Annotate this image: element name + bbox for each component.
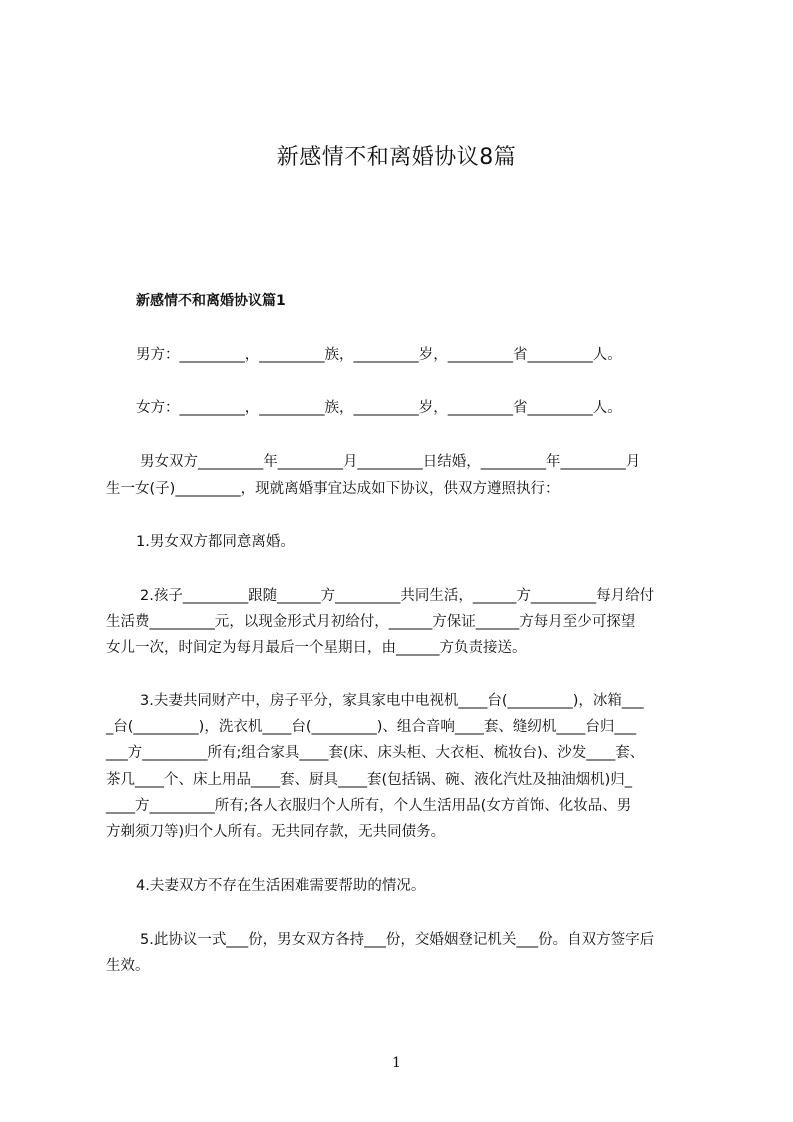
- clause-1: 1.男女双方都同意离婚。: [136, 534, 295, 550]
- marriage-paragraph-line: 男女双方_________年_________月_________日结婚，_________年_________月: [140, 454, 641, 470]
- clause-3-line: 3.夫妻共同财产中，房子平分，家具家电中电视机____台(_________)，冰箱___: [140, 693, 644, 709]
- clause-3-line: ____方_________所有;各人衣服归个人所有，个人生活用品(女方首饰、化妆品、男: [106, 798, 632, 814]
- clause-2-line: 女儿一次，时间定为每月最后一个星期日，由______方负责接送。: [106, 640, 527, 656]
- section-heading: 新感情不和离婚协议篇1: [136, 293, 286, 309]
- female-party-line: 女方：_________，_________族，_________岁，_________省_________人。: [136, 400, 622, 416]
- clause-2-line: 生活费_________元，以现金形式月初给付，______方保证______方每月至少可探望: [106, 614, 636, 630]
- clause-5-line: 生效。: [106, 958, 150, 974]
- clause-3-line: ___方_________所有;组合家具____套(床、床头柜、大衣柜、梳妆台)、沙发____套、: [106, 745, 645, 761]
- page-number: 1: [392, 1055, 401, 1071]
- document-title: 新感情不和离婚协议8篇: [276, 145, 517, 170]
- clause-3-line: 茶几____个、床上用品____套、厨具____套(包括锅、碗、液化汽灶及抽油烟机)归_: [106, 772, 633, 788]
- male-party-line: 男方：_________，_________族，_________岁，_________省_________人。: [136, 347, 622, 363]
- clause-3-line: _台(_________)，洗衣机____台(_________)、组合音响____套、缝纫机____台归___: [106, 719, 637, 735]
- clause-3-line: 方剃须刀等)归个人所有。无共同存款，无共同债务。: [106, 824, 446, 840]
- clause-5-line: 5.此协议一式___份，男女双方各持___份，交婚姻登记机关___份。自双方签字后: [140, 932, 655, 948]
- marriage-paragraph-line: 生一女(子)_________，现就离婚事宜达成如下协议，供双方遵照执行：: [106, 481, 560, 497]
- clause-4: 4.夫妻双方不存在生活困难需要帮助的情况。: [136, 878, 426, 894]
- clause-2-line: 2.孩子_________跟随______方_________共同生活，______方_________每月给付: [140, 588, 655, 604]
